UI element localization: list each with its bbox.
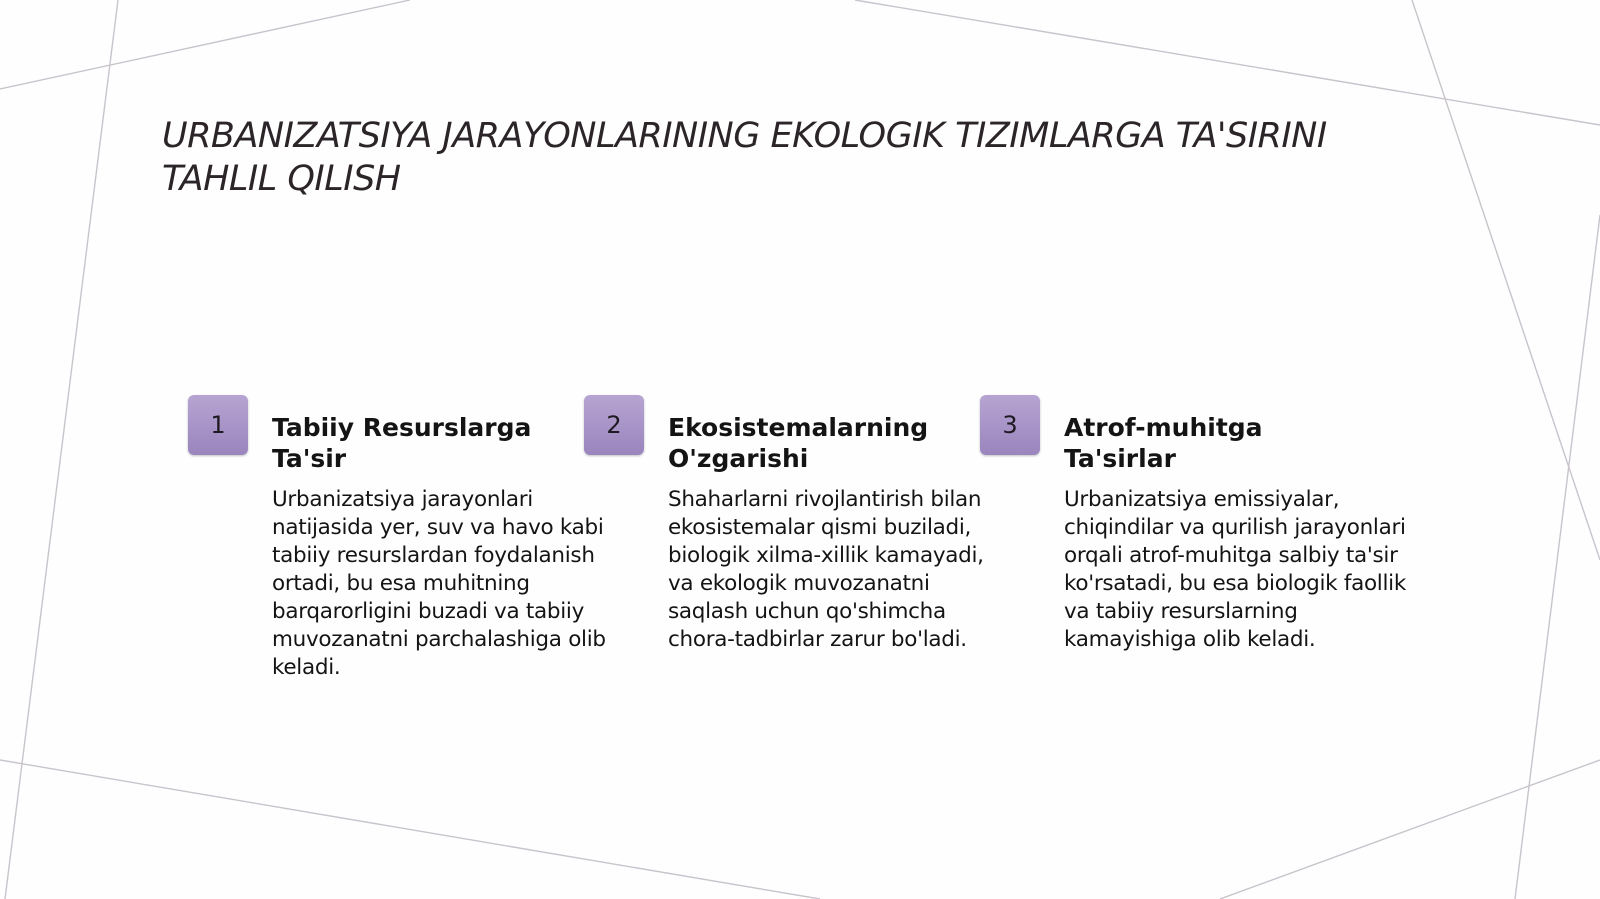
- card-heading: Atrof-muhitga Ta'sirlar: [1064, 413, 1263, 473]
- card-ecosystem-change: [584, 395, 984, 695]
- bg-line: [1515, 215, 1600, 899]
- bg-line: [1412, 0, 1600, 560]
- step-number-badge: 3: [980, 395, 1040, 455]
- bg-line: [1220, 760, 1600, 899]
- card-heading: Ekosistemalarning O'zgarishi: [668, 413, 929, 473]
- card-text: Shaharlarni rivojlantirish bilan ekosistemalar qismi buziladi, biologik xilma-xillik kamayadi, va ekologik muvozanatni saqlash uchun qo'shimcha chora-tadbirlar zarur bo'ladi.: [668, 487, 984, 652]
- slide-title: URBANIZATSIYA JARAYONLARINING EKOLOGIK TIZIMLARGA TA'SIRINI TAHLIL QILISH: [162, 116, 1327, 199]
- card-environmental-impact: [980, 395, 1406, 695]
- bg-line: [855, 0, 1600, 125]
- card-heading: Tabiiy Resurslarga Ta'sir: [272, 413, 532, 473]
- bg-line: [0, 0, 410, 89]
- bg-line: [0, 760, 820, 899]
- card-text: Urbanizatsiya emissiyalar, chiqindilar va qurilish jarayonlari orqali atrof-muhitga salbiy ta'sir ko'rsatadi, bu esa biologik faollik va tabiiy resurslarning kamayishiga olib keladi.: [1064, 487, 1406, 652]
- step-number-badge: 2: [584, 395, 644, 455]
- card-text: Urbanizatsiya jarayonlari natijasida yer, suv va havo kabi tabiiy resurslardan foydalanish ortadi, bu esa muhitning barqarorligini buzadi va tabiiy muvozanatni parchalashiga olib keladi.: [272, 487, 606, 680]
- card-natural-resources: [188, 395, 606, 695]
- step-number-badge: 1: [188, 395, 248, 455]
